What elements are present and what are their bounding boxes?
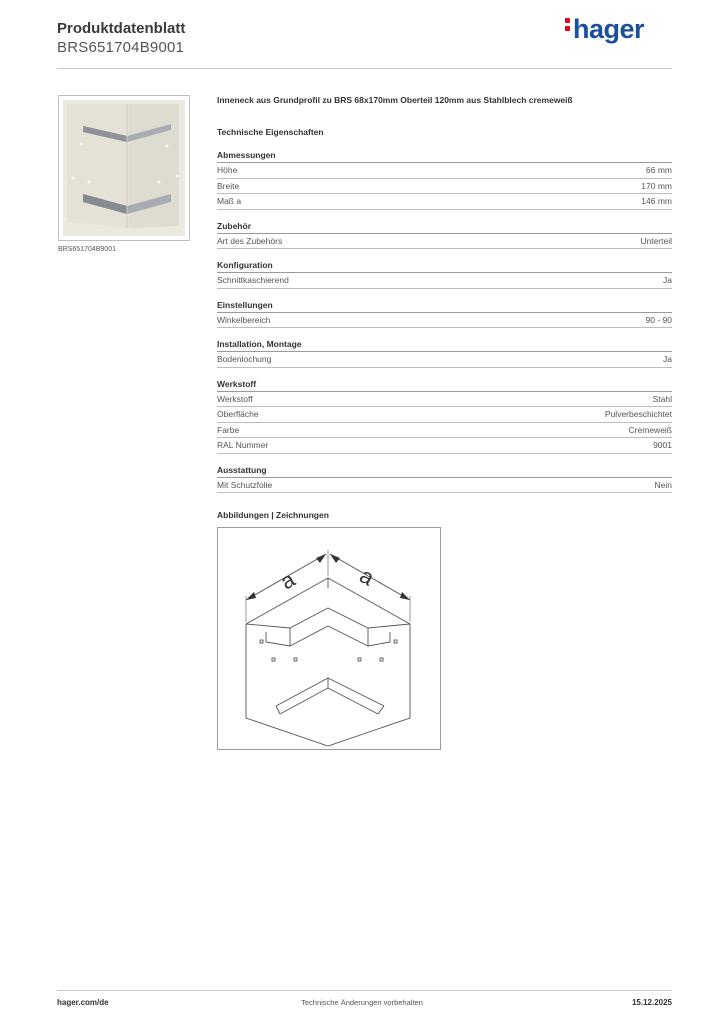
spec-value: Cremeweiß xyxy=(628,424,672,435)
footer-website-link[interactable]: hager.com/de xyxy=(57,998,109,1007)
spec-value: 146 mm xyxy=(641,196,672,206)
spec-label: Winkelbereich xyxy=(217,314,271,325)
spec-label: Breite xyxy=(217,180,240,191)
spec-row xyxy=(217,392,672,408)
spec-label: Bodenlochung xyxy=(217,354,272,364)
spec-value: Nein xyxy=(654,479,672,490)
spec-group xyxy=(217,379,672,454)
spec-row xyxy=(217,273,672,289)
technical-drawing xyxy=(217,527,441,750)
dimension-label-right: a xyxy=(355,562,379,591)
spec-value: Ja xyxy=(663,275,672,285)
spec-value: Pulverbeschichtet xyxy=(604,409,672,419)
spec-value: Stahl xyxy=(652,393,672,404)
spec-row xyxy=(217,179,672,195)
spec-value: Unterteil xyxy=(640,235,672,246)
product-details xyxy=(217,95,672,520)
spec-value: Ja xyxy=(663,354,672,364)
spec-group-title: Zubehör xyxy=(217,221,672,234)
spec-group-title: Installation, Montage xyxy=(217,339,672,352)
spec-group xyxy=(217,221,672,250)
spec-group-title: Ausstattung xyxy=(217,465,672,478)
spec-row xyxy=(217,423,672,439)
spec-value: 90 - 90 xyxy=(645,314,672,325)
spec-group xyxy=(217,465,672,494)
spec-label: Schnittkaschierend xyxy=(217,275,289,285)
spec-row xyxy=(217,194,672,210)
spec-row xyxy=(217,313,672,329)
article-number: BRS651704B9001 xyxy=(57,39,185,56)
hager-logo xyxy=(565,14,644,45)
spec-row xyxy=(217,478,672,494)
logo-text: hager xyxy=(573,14,645,44)
footer-note: Technische Änderungen vorbehalten xyxy=(301,998,423,1007)
spec-label: RAL Nummer xyxy=(217,440,269,450)
header-divider xyxy=(57,68,672,69)
logo-dots-icon xyxy=(565,18,571,34)
footer-divider xyxy=(57,990,672,991)
spec-value: 9001 xyxy=(653,440,672,450)
spec-group xyxy=(217,339,672,368)
spec-row xyxy=(217,234,672,250)
spec-row xyxy=(217,407,672,423)
spec-group-title: Konfiguration xyxy=(217,260,672,273)
spec-row xyxy=(217,352,672,368)
spec-label: Werkstoff xyxy=(217,393,253,404)
spec-label: Oberfläche xyxy=(217,409,259,419)
spec-group xyxy=(217,150,672,210)
spec-value: 66 mm xyxy=(646,165,672,175)
spec-group xyxy=(217,260,672,289)
spec-group-title: Werkstoff xyxy=(217,379,672,392)
spec-group-title: Einstellungen xyxy=(217,300,672,313)
spec-label: Mit Schutzfolie xyxy=(217,479,273,490)
dimension-label-left: a xyxy=(276,566,300,595)
spec-row xyxy=(217,163,672,179)
spec-group-title: Abmessungen xyxy=(217,150,672,163)
spec-label: Maß a xyxy=(217,196,242,206)
product-photo xyxy=(58,95,190,241)
image-caption: BRS651704B9001 xyxy=(58,246,116,253)
spec-label: Art des Zubehörs xyxy=(217,235,283,246)
spec-value: 170 mm xyxy=(641,180,672,191)
spec-group xyxy=(217,300,672,329)
document-title: Produktdatenblatt xyxy=(57,20,186,37)
spec-row xyxy=(217,438,672,454)
product-description: Inneneck aus Grundprofil zu BRS 68x170mm Oberteil 120mm aus Stahlblech cremeweiß xyxy=(217,95,573,105)
spec-label: Farbe xyxy=(217,424,240,435)
illustrations-title: Abbildungen | Zeichnungen xyxy=(217,510,329,520)
footer-date: 15.12.2025 xyxy=(631,998,672,1007)
spec-label: Höhe xyxy=(217,165,238,175)
technical-properties-title: Technische Eigenschaften xyxy=(217,127,324,137)
